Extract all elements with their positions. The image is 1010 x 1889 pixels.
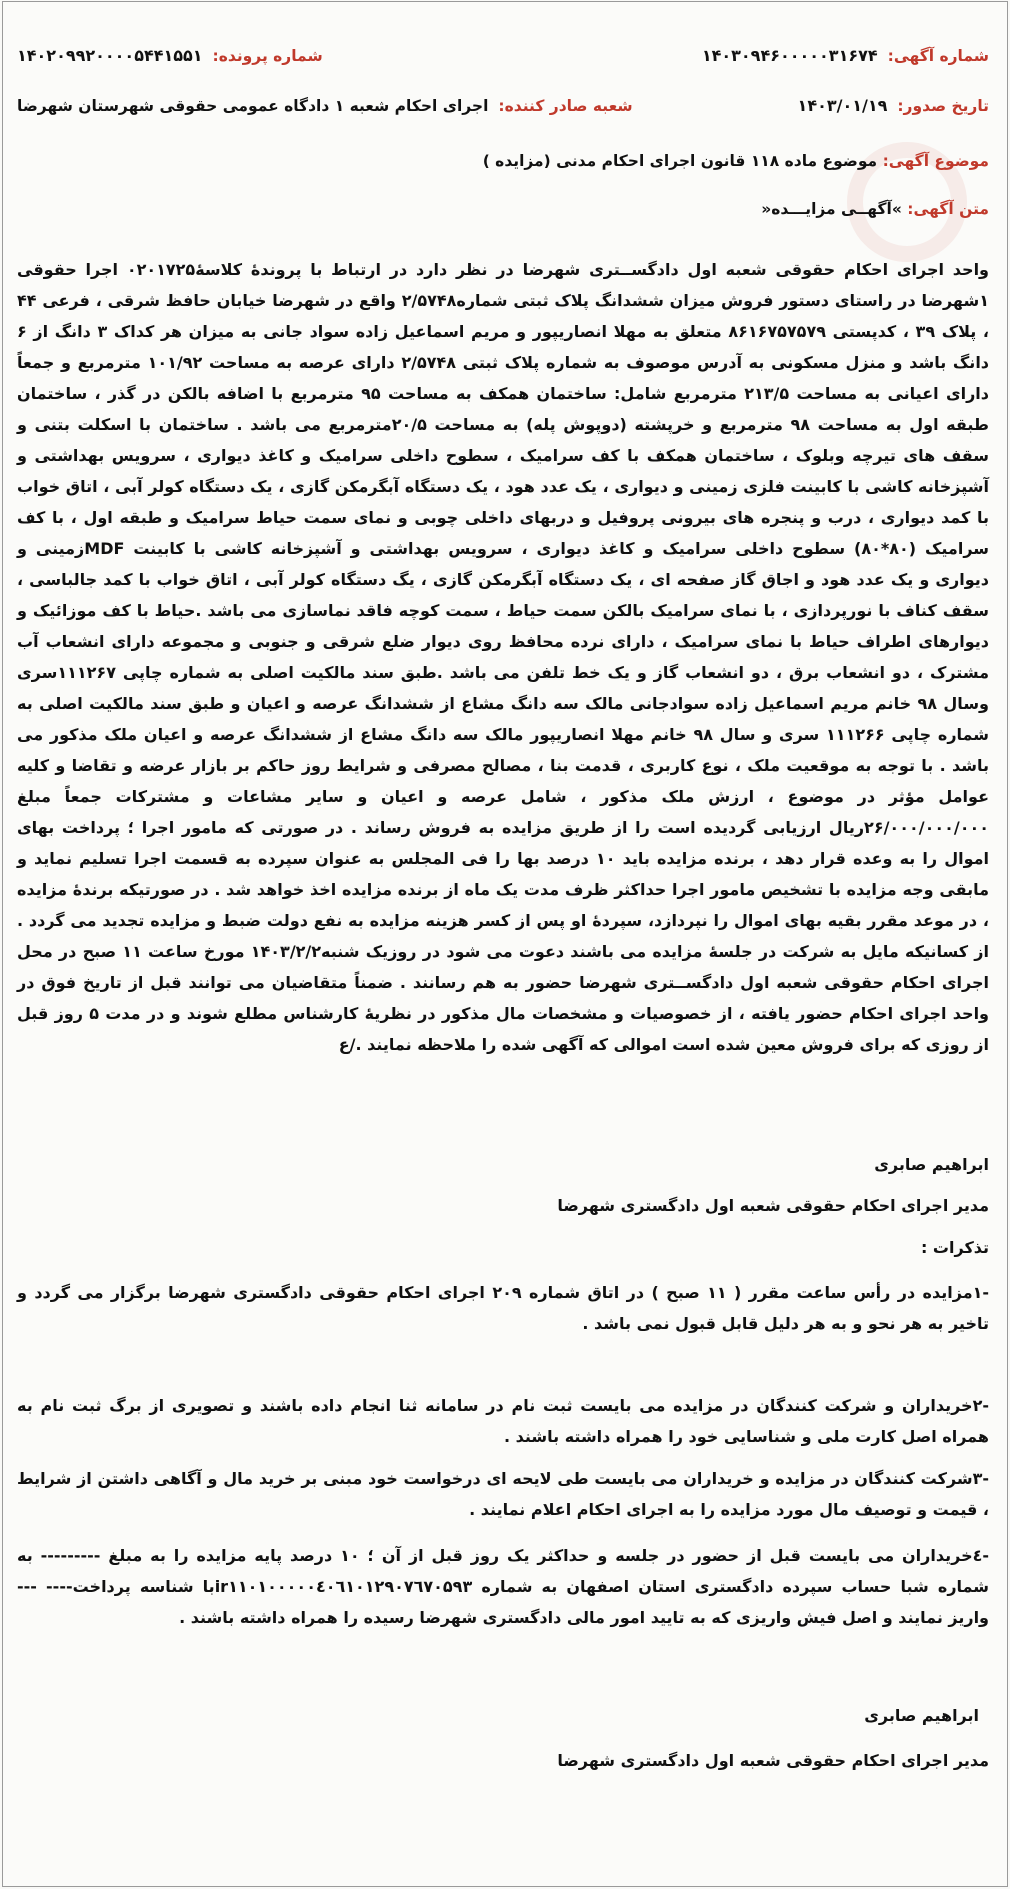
- header-row-numbers: [17, 46, 989, 65]
- note-item: -۳شرکت کنندگان در مزایده و خریداران می بایست طی لایحه ای درخواست خود مبنی بر خرید مال و آگاهی داشتن از شرایط ، قیمت و توصیف مال مورد مزایده را به اجرای احکام اعلام نمایند .: [17, 1469, 989, 1519]
- issue-date-field: [798, 96, 989, 115]
- note-item: -۱مزایده در رأس ساعت مقرر ( ۱۱ صبح ) در اتاق شماره ۲۰۹ اجرای احکام حقوقی دادگستری شهرضا برگزار می گردد و تاخیر به هر نحو و به هر دلیل قابل قبول نمی باشد .: [17, 1283, 990, 1333]
- ad-text-label: متن آگهی:: [907, 200, 989, 218]
- issue-date-value: ۱۴۰۳/۰۱/۱۹: [797, 96, 888, 115]
- ad-text-line: [21, 200, 989, 218]
- case-number-label: شماره پرونده:: [212, 47, 323, 65]
- signature-name: ابراهیم صابری: [864, 1706, 979, 1725]
- notice-body-paragraph: واحد اجرای احکام حقوقی شعبه اول دادگســتری شهرضا در نظر دارد در ارتباط با پروندهٔ کلاسهٔ۰۲۰۱۷۲۵ اجرا حقوقی ۱شهرضا در راستای دستور فروش میزان ششدانگ پلاک ثبتی شماره۲/۵۷۴۸ واقع در شهرضا خیابان حافظ شرقی ، فرعی ۴۴ ، پلاک ۳۹ ، کدپستی ۸۶۱۶۷۵۷۵۷۹ متعلق به مهلا انصاریپور و مریم اسماعیل زاده سواد جانی به میزان هر کداک ۳ دانگ از ۶ دانگ باشد و منزل مسکونی به آدرس موصوف به شماره پلاک ثبتی ۲/۵۷۴۸ دارای عرصه به مساحت ۱۰۱/۹۲ مترمربع و جمعاً دارای اعیانی به مساحت ۲۱۳/۵ مترمربع شامل: ساختمان همکف به مساحت ۹۵ مترمربع با اضافه بالکن در گذر ، ساختمان طبقه اول به مساحت ۹۸ مترمربع و خرپشته (دوپوش پله) به مساحت ۲۰/۵مترمربع می باشد . ساختمان با اسکلت بتنی و سقف های تیرچه وبلوک ، ساختمان همکف با کف سرامیک ، سطوح داخلی سرامیک و کاغذ دیواری ، سرویس بهداشتی و آشپزخانه کاشی با کابینت فلزی زمینی و دیواری ، یک عدد هود ، یک دستگاه آبگرمکن گازی ، یک دستگاه کولر آبی ، اتاق خواب با کمد دیواری ، درب و پنجره های بیرونی پروفیل و دربهای داخلی چوبی و نمای سمت حیاط سرامیک و طبقه اول ، با کف سرامیک (۸۰*۸۰) سطوح داخلی سرامیک و کاغذ دیواری ، سرویس بهداشتی و آشپزخانه کاشی با کابینت MDFزمینی و دیواری و یک عدد هود و اجاق گاز صفحه ای ، یک دستگاه آبگرمکن گازی ، یگ دستگاه کولر آبی ، اتاق خواب با کمد جالباسی ، سقف کناف با نورپردازی ، با نمای سرامیک بالکن سمت حیاط ، سمت کوچه فاقد نماسازی می باشد .حیاط با کف موزائیک و دیوارهای اطراف حیاط با نمای سرامیک ، دارای نرده محافظ روی دیوار ضلع شرقی و جنوبی و مجموعه دارای انشعاب آب مشترک ، دو انشعاب برق ، دو انشعاب گاز و یک خط تلفن می باشد .طبق سند مالکیت اصلی به شماره چاپی ۱۱۱۲۶۷سری وسال ۹۸ خانم مریم اسماعیل زاده سوادجانی مالک سه دانگ مشاع از ششدانگ عرصه و اعیان و طبق سند مالکیت اصلی به شماره چاپی ۱۱۱۲۶۶ سری و سال ۹۸ خانم مهلا انصاریپور مالک سه دانگ مشاع از ششدانگ عرصه و اعیان ملک مذکور می باشد . با توجه به موقعیت ملک ، نوع کاربری ، قدمت بنا ، مصالح مصرفی و شرایط روز حاکم بر بازار عرضه و تقاضا و کلیه عوامل مؤثر در موضوع ، ارزش ملک مذکور ، شامل عرصه و اعیان و سایر مشاعات و مشترکات جمعاً مبلغ ۲۶/۰۰۰/۰۰۰/۰۰۰ریال ارزیابی گردیده است را از طریق مزایده به فروش رساند . در صورتی که مامور اجرا ؛ پرداخت بهای اموال را به وعده قرار دهد ، برنده مزایده باید ۱۰ درصد بها را فی المجلس به عنوان سپرده به قسمت اجرا تسلیم نماید و مابقی وجه مزایده با تشخیص مامور اجرا حداکثر ظرف مدت یک ماه از برنده مزایده اخذ خواهد شد . در صورتیکه برندهٔ مزایده ، در موعد مقرر بقیه بهای اموال را نپردازد، سپردهٔ او پس از کسر هزینه مزایده به نفع دولت ضبط و مزایده تجدید می گردد . از کسانیکه مایل به شرکت در جلسهٔ مزایده می باشند دعوت می شود در روزیک شنبه۱۴۰۳/۲/۲ مورخ ساعت ۱۱ صبح در محل اجرای احکام حقوقی شعبه اول دادگســتری شهرضا حضور به هم رسانند . ضمناً متقاضیان می توانند قبل از تاریخ فوق در واحد اجرای احکام حضور یافته ، از خصوصیات و مشخصات مال مذکور در نظریهٔ کارشناس مطلع شوند و در مدت ۵ روز قبل از روزی که برای فروش معین شده است اموالی که آگهی شده را ملاحظه نمایند ./ع: [17, 260, 990, 1054]
- subject-line: [21, 152, 989, 170]
- ad-number-label: شماره آگهی:: [887, 47, 989, 65]
- signature-title: مدیر اجرای احکام حقوقی شعبه اول دادگستری شهرضا: [557, 1196, 989, 1215]
- issuing-branch-label: شعبه صادر کننده:: [498, 97, 633, 115]
- issuing-branch-field: [17, 97, 633, 115]
- note-item: -٤خریداران می بایست قبل از حضور در جلسه و حداکثر یک روز قبل از آن ؛ ۱۰ درصد پایه مزایده را به مبلغ --------- به شماره شبا حساب سپرده دادگستری استان اصفهان به شماره ir۱۱۰۱۰۰۰۰۰٤۰٦۱۰۱۲۹۰۷٦۷۰۵۹۳با شناسه پرداخت---- --- واریز نمایند و اصل فیش واریزی که به تایید امور مالی دادگستری شهرضا رسیده را همراه داشته باشند .: [17, 1546, 989, 1627]
- signature-name: ابراهیم صابری: [874, 1155, 989, 1174]
- issue-date-label: تاریخ صدور:: [897, 97, 989, 115]
- auction-notice-page: [2, 1, 1008, 1887]
- case-number-field: [17, 46, 323, 65]
- ad-number-value: ۱۴۰۳۰۹۴۶۰۰۰۰۰۳۱۶۷۴: [701, 46, 878, 65]
- ad-number-field: [702, 46, 989, 65]
- signature-title: مدیر اجرای احکام حقوقی شعبه اول دادگستری شهرضا: [557, 1751, 989, 1770]
- note-item: -۲خریداران و شرکت کنندگان در مزایده می بایست ثبت نام در سامانه ثنا انجام داده باشند و تصویری از برگ ثبت نام به همراه اصل کارت ملی و شناسایی خود را همراه داشته باشند .: [17, 1396, 989, 1446]
- issuing-branch-value: اجرای احکام شعبه ۱ دادگاه عمومی حقوقی شهرستان شهرضا: [17, 97, 489, 115]
- case-number-value: ۱۴۰۲۰۹۹۲۰۰۰۰۵۴۴۱۵۵۱: [17, 46, 203, 65]
- subject-value: موضوع ماده ۱۱۸ قانون اجرای احکام مدنی (مزایده ): [482, 152, 878, 170]
- subject-label: موضوع آگهی:: [882, 152, 989, 170]
- header-row-date-branch: [17, 96, 989, 115]
- notes-heading: تذکرات :: [920, 1238, 989, 1257]
- ad-text-title: »آگهــی مزایـــده«: [761, 200, 902, 218]
